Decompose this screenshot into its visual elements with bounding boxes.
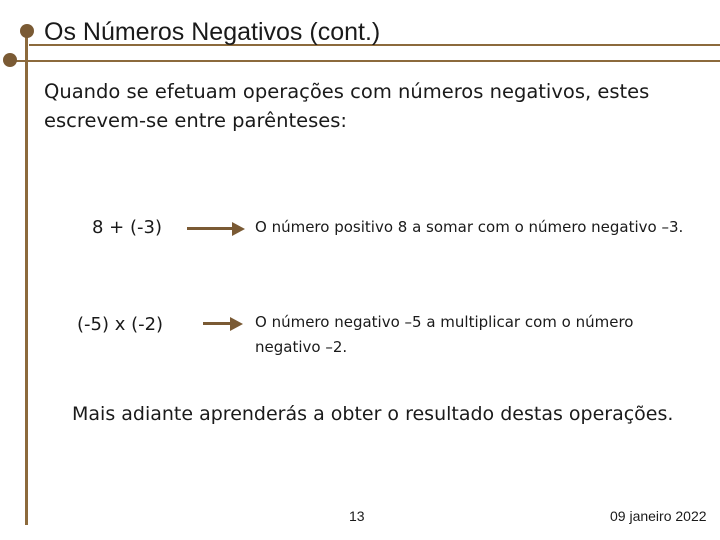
content-rule xyxy=(10,60,720,62)
example-description-2: O número negativo –5 a multiplicar com o número negativo –2. xyxy=(255,313,634,356)
decorative-dot-top xyxy=(20,24,34,38)
example-expression-2: (-5) x (-2) xyxy=(77,314,164,335)
slide-title: Os Números Negativos (cont.) xyxy=(44,18,381,46)
closing-note: Mais adiante aprenderás a obter o resultado destas operações. xyxy=(72,403,674,425)
footer-date: 09 janeiro 2022 xyxy=(610,508,707,524)
vertical-rule xyxy=(25,30,28,525)
decorative-dot-middle xyxy=(3,53,17,67)
page-number: 13 xyxy=(349,508,365,524)
right-arrow-icon xyxy=(187,221,245,237)
intro-text: Quando se efetuam operações com números negativos, estes escrevem-se entre parênteses: xyxy=(44,80,650,132)
right-arrow-icon xyxy=(203,316,243,332)
example-description-1: O número positivo 8 a somar com o número negativo –3. xyxy=(255,218,684,236)
example-expression-1: 8 + (-3) xyxy=(92,217,162,238)
